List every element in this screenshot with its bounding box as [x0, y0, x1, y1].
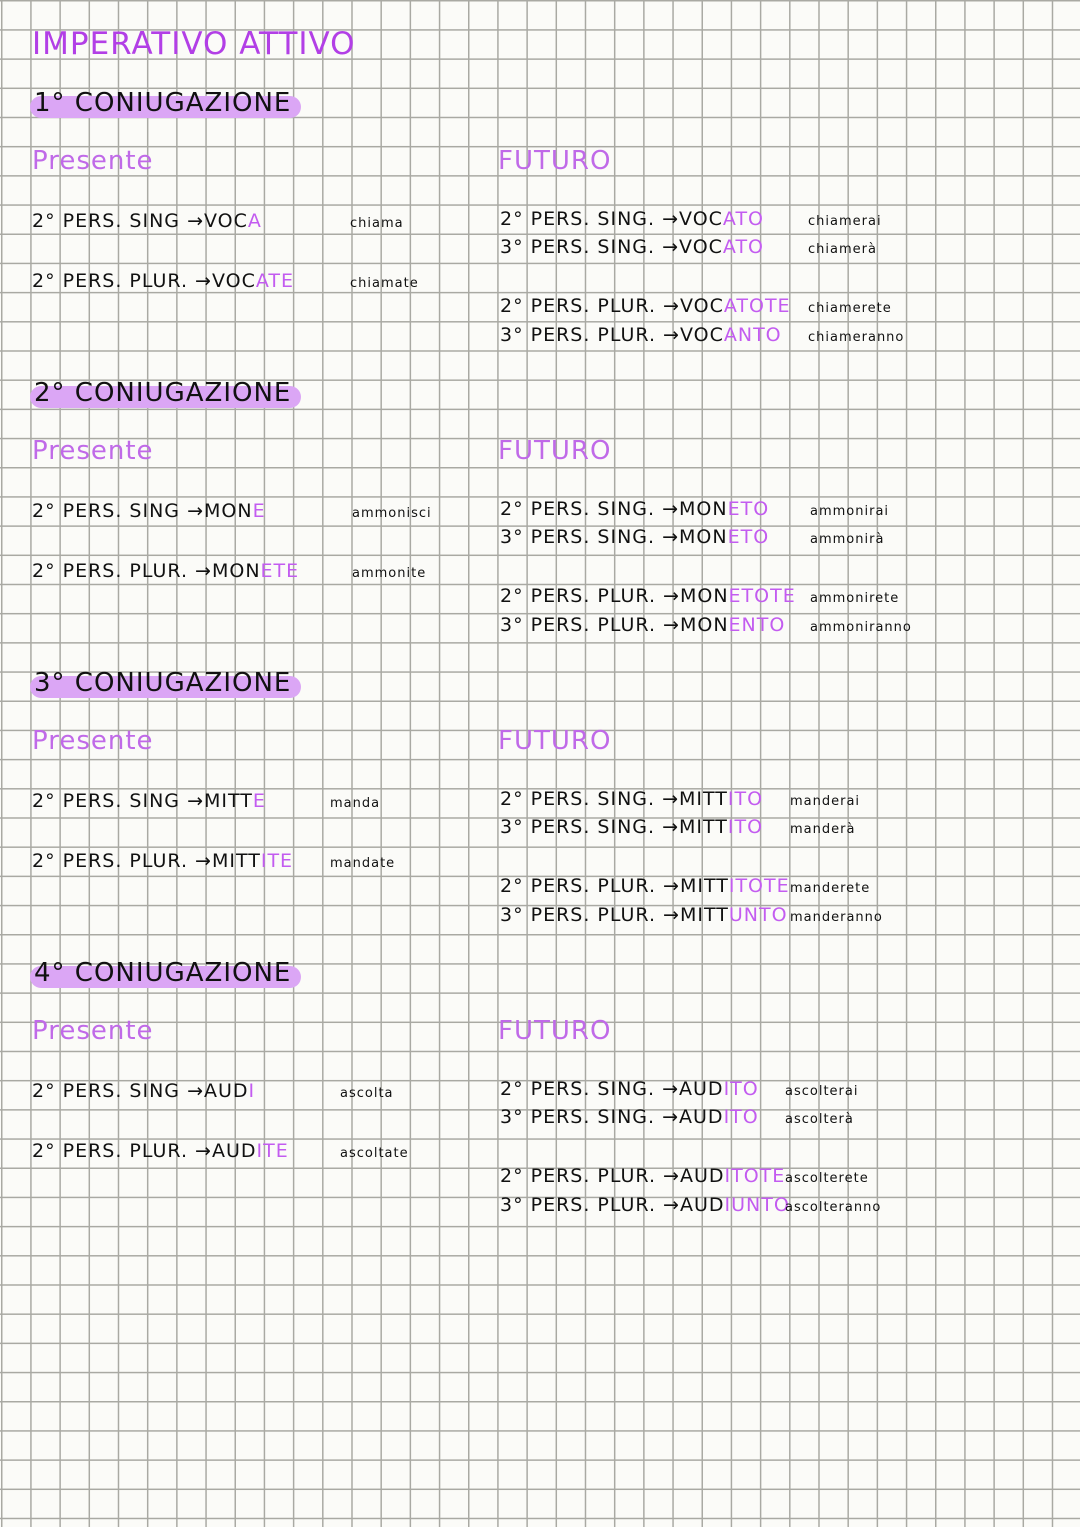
- verb-ending: ETE: [260, 560, 300, 582]
- translation: ammonisci: [352, 506, 432, 521]
- heading-text: 2° CONIUGAZIONE: [34, 378, 292, 408]
- verb-ending: E: [252, 500, 266, 522]
- futuro-row: [500, 875, 790, 897]
- futuro-row: [500, 1106, 759, 1128]
- translation: manderanno: [790, 910, 883, 925]
- translation: ascolta: [340, 1086, 394, 1101]
- translation: ammoniranno: [810, 620, 912, 635]
- translation: manderà: [790, 822, 856, 837]
- futuro-row: [500, 324, 782, 346]
- person-label: 2° PERS. SING. →: [500, 208, 680, 230]
- verb-stem: VOC: [211, 270, 256, 292]
- verb-stem: MITT: [679, 904, 729, 926]
- person-label: 3° PERS. PLUR. →: [500, 1194, 680, 1216]
- person-label: 2° PERS. PLUR. →: [500, 1165, 680, 1187]
- person-label: 2° PERS. PLUR. →: [32, 270, 212, 292]
- verb-stem: MITT: [204, 790, 253, 812]
- verb-stem: AUD: [679, 1194, 725, 1216]
- verb-ending: ITOTE: [728, 875, 790, 897]
- person-label: 3° PERS. SING. →: [500, 236, 680, 258]
- futuro-row: [500, 816, 763, 838]
- presente-row: [32, 850, 293, 872]
- futuro-row: [500, 208, 764, 230]
- translation: ascolterete: [785, 1171, 869, 1186]
- futuro-label: FUTURO: [498, 726, 612, 756]
- translation: chiama: [350, 216, 404, 231]
- verb-stem: MITT: [679, 816, 728, 838]
- verb-stem: VOC: [679, 236, 723, 258]
- translation: ascolterai: [785, 1084, 859, 1099]
- verb-stem: MON: [211, 560, 261, 582]
- verb-stem: MITT: [211, 850, 261, 872]
- person-label: 3° PERS. PLUR. →: [500, 614, 680, 636]
- futuro-row: [500, 614, 785, 636]
- translation: manda: [330, 796, 381, 811]
- verb-stem: MON: [679, 614, 729, 636]
- translation: mandate: [330, 856, 396, 871]
- verb-stem: AUD: [679, 1106, 724, 1128]
- verb-ending: ATO: [722, 236, 765, 258]
- verb-ending: IUNTO: [724, 1194, 790, 1216]
- person-label: 2° PERS. PLUR. →: [32, 560, 212, 582]
- futuro-row: [500, 904, 788, 926]
- person-label: 2° PERS. SING. →: [500, 498, 680, 520]
- person-label: 2° PERS. SING →: [32, 500, 204, 522]
- futuro-row: [500, 1165, 785, 1187]
- futuro-row: [500, 236, 764, 258]
- section-heading: [34, 668, 291, 698]
- verb-ending: ITO: [723, 1106, 759, 1128]
- translation: ammonirai: [810, 504, 890, 519]
- futuro-row: [500, 526, 769, 548]
- presente-label: Presente: [32, 1016, 154, 1046]
- verb-ending: ENTO: [728, 614, 786, 636]
- presente-label: Presente: [32, 436, 154, 466]
- heading-text: 1° CONIUGAZIONE: [34, 88, 292, 118]
- translation: chiamerete: [808, 301, 892, 316]
- verb-ending: ANTO: [723, 324, 782, 346]
- person-label: 3° PERS. PLUR. →: [500, 904, 680, 926]
- person-label: 2° PERS. SING →: [32, 210, 204, 232]
- verb-ending: ATO: [722, 208, 765, 230]
- section-heading: [34, 378, 291, 408]
- presente-label: Presente: [32, 146, 154, 176]
- person-label: 2° PERS. PLUR. →: [32, 850, 212, 872]
- verb-ending: ITO: [727, 816, 764, 838]
- futuro-row: [500, 1078, 759, 1100]
- futuro-label: FUTURO: [498, 436, 612, 466]
- verb-stem: AUD: [204, 1080, 249, 1102]
- verb-ending: ETO: [727, 526, 770, 548]
- person-label: 2° PERS. SING. →: [500, 788, 680, 810]
- translation: manderai: [790, 794, 861, 809]
- verb-ending: ETOTE: [728, 585, 796, 607]
- page-title: IMPERATIVO ATTIVO: [32, 26, 356, 62]
- verb-ending: ITE: [260, 850, 294, 872]
- verb-stem: MON: [679, 585, 729, 607]
- verb-ending: ATOTE: [723, 295, 791, 317]
- verb-stem: VOC: [679, 208, 723, 230]
- verb-ending: ETO: [727, 498, 770, 520]
- translation: chiameranno: [808, 330, 905, 345]
- futuro-row: [500, 1194, 790, 1216]
- presente-row: [32, 270, 294, 292]
- verb-stem: AUD: [211, 1140, 257, 1162]
- translation: chiamerai: [808, 214, 882, 229]
- verb-ending: I: [248, 1080, 256, 1102]
- verb-ending: ITO: [723, 1078, 759, 1100]
- verb-stem: MON: [204, 500, 253, 522]
- verb-stem: MITT: [679, 788, 728, 810]
- futuro-row: [500, 498, 769, 520]
- person-label: 3° PERS. SING. →: [500, 816, 680, 838]
- verb-stem: VOC: [204, 210, 248, 232]
- futuro-row: [500, 788, 763, 810]
- person-label: 2° PERS. SING. →: [500, 1078, 680, 1100]
- translation: ammonirà: [810, 532, 885, 547]
- person-label: 3° PERS. SING. →: [500, 526, 680, 548]
- verb-stem: MITT: [679, 875, 729, 897]
- presente-row: [32, 210, 262, 232]
- verb-ending: ATE: [255, 270, 294, 292]
- translation: ammonirete: [810, 591, 900, 606]
- translation: chiamerà: [808, 242, 877, 257]
- verb-stem: VOC: [679, 295, 724, 317]
- person-label: 2° PERS. PLUR. →: [500, 295, 680, 317]
- translation: ammonite: [352, 566, 427, 581]
- translation: ascoltate: [340, 1146, 409, 1161]
- person-label: 2° PERS. PLUR. →: [500, 875, 680, 897]
- presente-row: [32, 1080, 255, 1102]
- presente-row: [32, 790, 266, 812]
- person-label: 3° PERS. PLUR. →: [500, 324, 680, 346]
- verb-ending: ITE: [256, 1140, 289, 1162]
- translation: manderete: [790, 881, 871, 896]
- presente-row: [32, 1140, 289, 1162]
- heading-text: 3° CONIUGAZIONE: [34, 668, 292, 698]
- person-label: 2° PERS. SING →: [32, 790, 204, 812]
- futuro-label: FUTURO: [498, 1016, 612, 1046]
- futuro-row: [500, 295, 791, 317]
- futuro-label: FUTURO: [498, 146, 612, 176]
- verb-stem: AUD: [679, 1165, 725, 1187]
- person-label: 2° PERS. PLUR. →: [32, 1140, 212, 1162]
- verb-ending: E: [252, 790, 266, 812]
- heading-text: 4° CONIUGAZIONE: [34, 958, 292, 988]
- verb-ending: ITO: [727, 788, 764, 810]
- verb-stem: MON: [679, 498, 728, 520]
- presente-row: [32, 560, 299, 582]
- translation: ascolterà: [785, 1112, 854, 1127]
- person-label: 3° PERS. SING. →: [500, 1106, 680, 1128]
- verb-stem: VOC: [679, 324, 724, 346]
- verb-ending: A: [247, 210, 262, 232]
- verb-stem: MON: [679, 526, 728, 548]
- section-heading: [34, 958, 291, 988]
- verb-stem: AUD: [679, 1078, 724, 1100]
- translation: chiamate: [350, 276, 419, 291]
- section-heading: [34, 88, 291, 118]
- translation: ascolteranno: [785, 1200, 882, 1215]
- verb-ending: ITOTE: [724, 1165, 786, 1187]
- person-label: 2° PERS. PLUR. →: [500, 585, 680, 607]
- presente-row: [32, 500, 266, 522]
- verb-ending: UNTO: [728, 904, 788, 926]
- futuro-row: [500, 585, 796, 607]
- person-label: 2° PERS. SING →: [32, 1080, 204, 1102]
- presente-label: Presente: [32, 726, 154, 756]
